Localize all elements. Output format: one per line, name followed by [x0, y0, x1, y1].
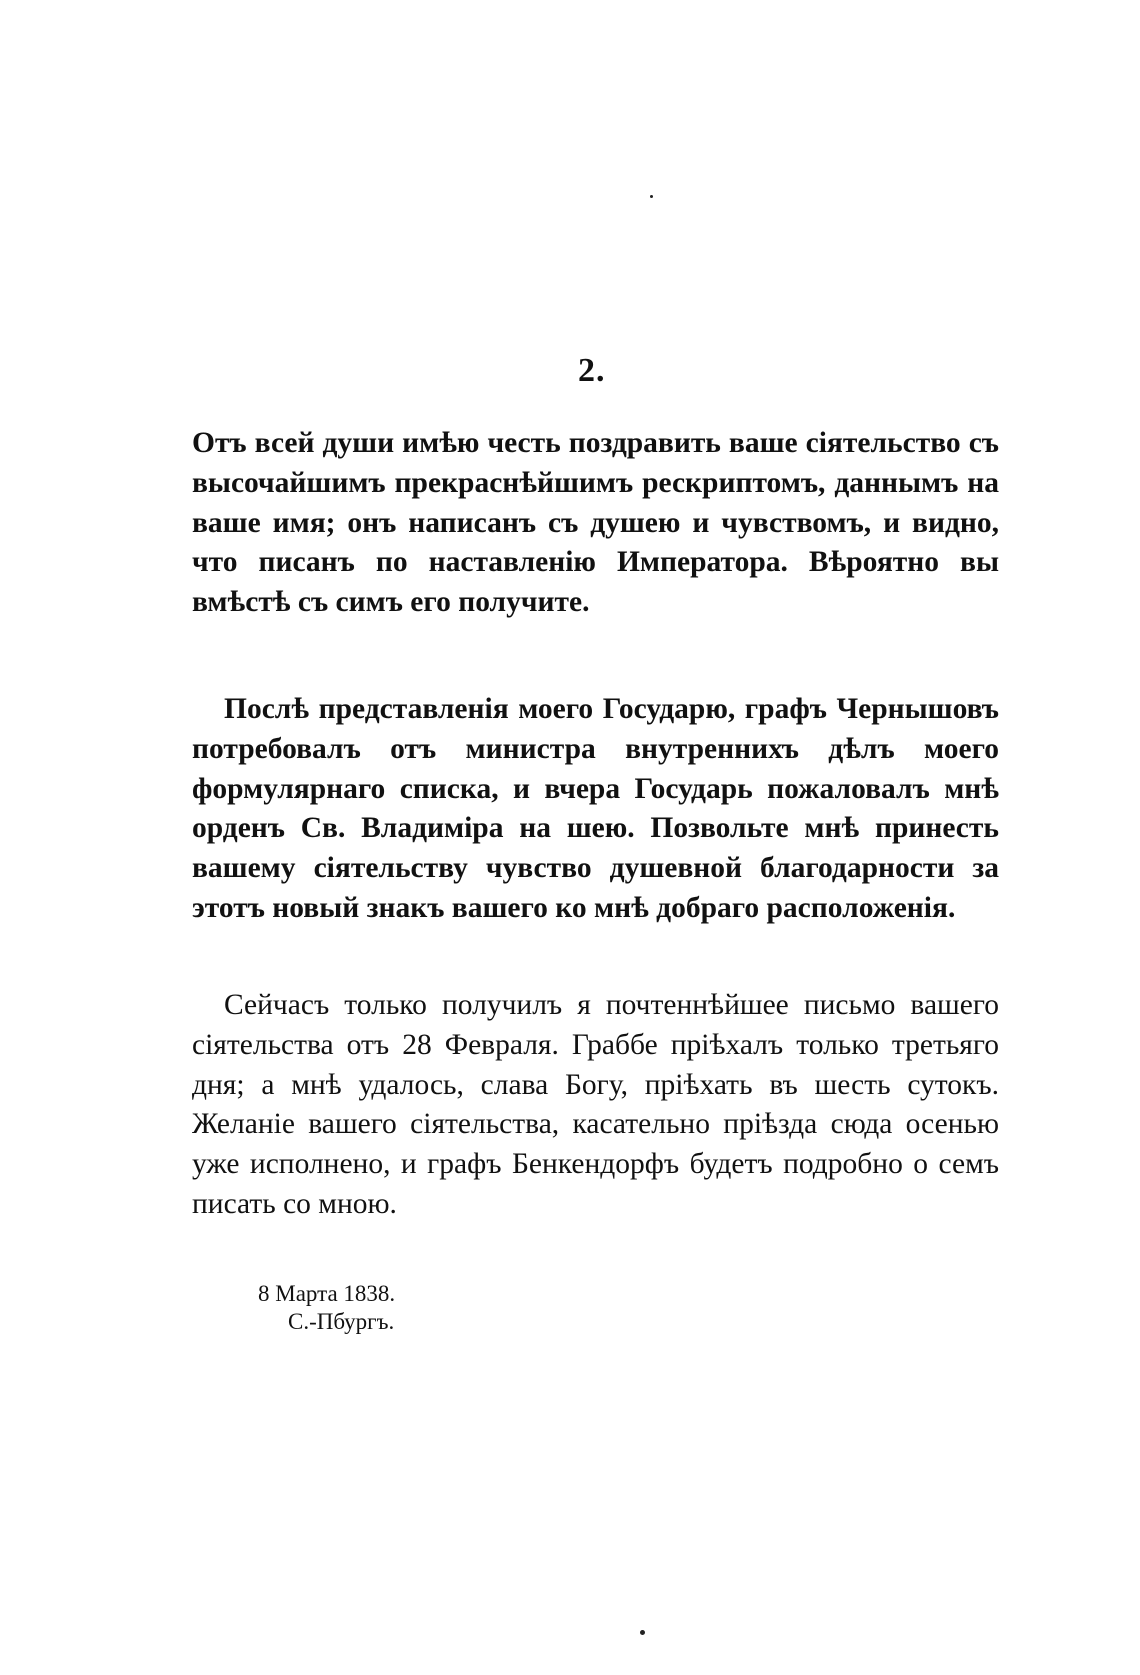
- paragraph-1-text: Отъ всей души имѣю честь поздравить ваше сіятельство съ высочайшимъ прекраснѣйшимъ рескриптомъ, даннымъ на ваше имя; онъ написанъ съ душею и чувствомъ, и видно, что писанъ по наставленію Императора. Вѣроятно вы вмѣстѣ съ симъ его получите.: [192, 427, 999, 619]
- paragraph-1: [192, 424, 999, 623]
- page-number: 2.: [578, 352, 606, 389]
- signature-place: С.-Пбургъ.: [288, 1309, 395, 1334]
- paragraph-2: [192, 690, 999, 929]
- paragraph-3: [192, 986, 999, 1225]
- signature-date: 8 Марта 1838.: [258, 1281, 396, 1306]
- speck-mark: [650, 195, 653, 198]
- signature-block: [258, 1280, 395, 1336]
- paragraph-2-text: Послѣ представленія моего Государю, графъ Чернышовъ потребовалъ отъ министра внутреннихъ дѣлъ моего формулярнаго списка, и вчера Государь пожаловалъ мнѣ орденъ Св. Владиміра на шею. Позвольте мнѣ принесть вашему сіятельству чувство душевной благодарности за этотъ новый знакъ вашего ко мнѣ добраго расположенія.: [192, 693, 999, 924]
- speck-mark: [640, 1630, 645, 1635]
- paragraph-3-text: Сейчасъ только получилъ я почтеннѣйшее письмо вашего сіятельства отъ 28 Февраля. Граббе пріѣхалъ только третьяго дня; а мнѣ удалось, слава Богу, пріѣхать въ шесть сутокъ. Желаніе вашего сіятельства, касательно пріѣзда сюда осенью уже исполнено, и графъ Бенкендорфъ будетъ подробно о семъ писать со мною.: [192, 989, 999, 1220]
